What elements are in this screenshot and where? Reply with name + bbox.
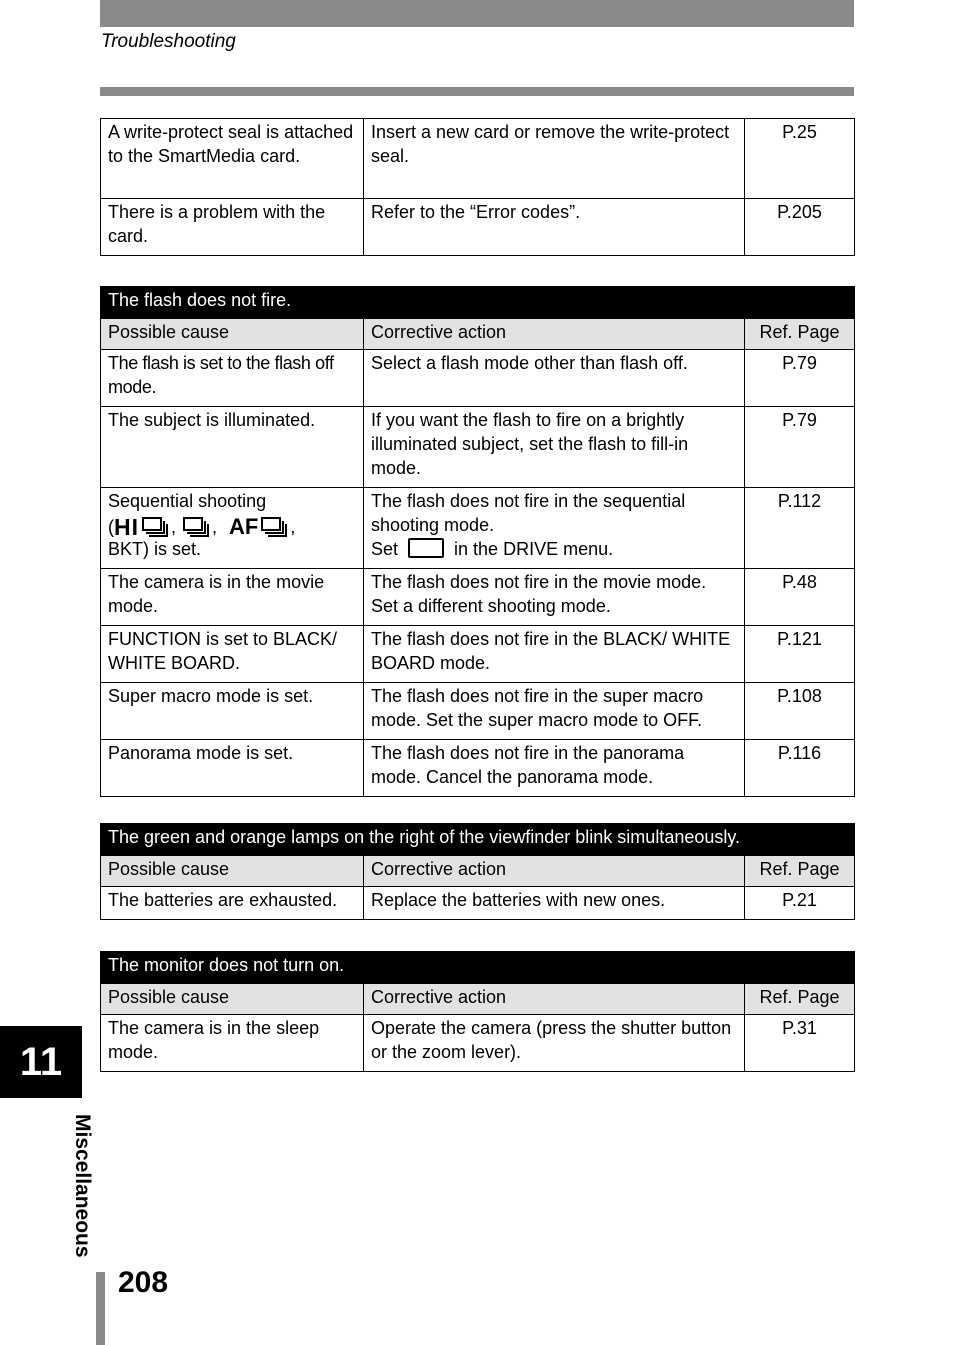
table-row xyxy=(101,119,855,199)
cause-cell: The subject is illuminated. xyxy=(101,407,364,488)
flash-troubleshooting-table xyxy=(100,286,855,797)
table-row xyxy=(101,740,855,797)
single-frame-drive-icon xyxy=(408,538,444,558)
ref-cell: P.108 xyxy=(745,683,855,740)
table-header-row xyxy=(101,319,855,350)
monitor-troubleshooting-table xyxy=(100,951,855,1072)
af-sequential-shooting-icon xyxy=(260,516,288,538)
comma: , xyxy=(212,517,218,537)
action-cell: If you want the flash to fire on a brightly illuminated subject, set the flash to fill-in mode. xyxy=(364,407,745,488)
header-cause: Possible cause xyxy=(101,856,364,887)
table-row xyxy=(101,488,855,569)
header-cause: Possible cause xyxy=(101,984,364,1015)
ref-cell: P.205 xyxy=(745,199,855,256)
table-row xyxy=(101,683,855,740)
table-title-row xyxy=(101,952,855,984)
cause-line: Sequential shooting xyxy=(108,491,267,511)
table-title: The monitor does not turn on. xyxy=(101,952,855,984)
action-cell: Insert a new card or remove the write-protect seal. xyxy=(364,119,745,199)
table-row xyxy=(101,569,855,626)
chapter-number-tab: 11 xyxy=(0,1026,82,1098)
ref-cell: P.121 xyxy=(745,626,855,683)
action-cell: Refer to the “Error codes”. xyxy=(364,199,745,256)
af-sequential-label: AF xyxy=(229,514,259,539)
chapter-side-label: Miscellaneous xyxy=(71,1114,94,1258)
table-header-row xyxy=(101,984,855,1015)
header-ref: Ref. Page xyxy=(745,984,855,1015)
header-action: Corrective action xyxy=(364,984,745,1015)
cause-cell: FUNCTION is set to BLACK/ WHITE BOARD. xyxy=(101,626,364,683)
ref-cell: P.112 xyxy=(745,488,855,569)
ref-cell: P.79 xyxy=(745,350,855,407)
ref-cell: P.48 xyxy=(745,569,855,626)
cause-cell: The camera is in the movie mode. xyxy=(101,569,364,626)
page-number-bar xyxy=(96,1272,105,1345)
action-line: The flash does not fire in the sequential shooting mode. xyxy=(371,491,686,535)
action-cell: Select a flash mode other than flash off. xyxy=(364,350,745,407)
action-cell: Replace the batteries with new ones. xyxy=(364,887,745,920)
header-cause: Possible cause xyxy=(101,319,364,350)
action-cell: The flash does not fire in the movie mode. Set a different shooting mode. xyxy=(364,569,745,626)
ref-cell: P.31 xyxy=(745,1015,855,1072)
action-cell: The flash does not fire in the panorama mode. Cancel the panorama mode. xyxy=(364,740,745,797)
table-row xyxy=(101,199,855,256)
table-row xyxy=(101,887,855,920)
ref-cell: P.116 xyxy=(745,740,855,797)
table-header-row xyxy=(101,856,855,887)
page-number: 208 xyxy=(118,1266,169,1299)
action-cell: The flash does not fire in the super macro mode. Set the super macro mode to OFF. xyxy=(364,683,745,740)
cause-cell: The camera is in the sleep mode. xyxy=(101,1015,364,1072)
sequential-shooting-icon xyxy=(182,516,210,538)
action-cell: Operate the camera (press the shutter button or the zoom lever). xyxy=(364,1015,745,1072)
table-title: The green and orange lamps on the right of the viewfinder blink simultaneously. xyxy=(101,824,855,856)
table-title-row xyxy=(101,287,855,319)
open-paren: ( xyxy=(108,517,114,537)
sequential-shooting-hi-label: HI xyxy=(114,514,139,540)
action-set-text: Set xyxy=(371,539,399,559)
table-row xyxy=(101,350,855,407)
table-row xyxy=(101,626,855,683)
cause-cell: A write-protect seal is attached to the SmartMedia card. xyxy=(101,119,364,199)
table-title: The flash does not fire. xyxy=(101,287,855,319)
header-rule xyxy=(100,87,854,96)
cause-cell: The batteries are exhausted. xyxy=(101,887,364,920)
cause-cell: There is a problem with the card. xyxy=(101,199,364,256)
page-header-title: Troubleshooting xyxy=(101,31,236,52)
cause-cell: Panorama mode is set. xyxy=(101,740,364,797)
header-action: Corrective action xyxy=(364,319,745,350)
table-row xyxy=(101,1015,855,1072)
ref-cell: P.79 xyxy=(745,407,855,488)
sequential-shooting-hi-icon xyxy=(141,516,169,538)
action-line xyxy=(371,537,737,561)
header-ref: Ref. Page xyxy=(745,856,855,887)
action-cell: The flash does not fire in the BLACK/ WHITE BOARD mode. xyxy=(364,626,745,683)
header-ref: Ref. Page xyxy=(745,319,855,350)
ref-cell: P.25 xyxy=(745,119,855,199)
comma: , xyxy=(290,517,296,537)
table-row xyxy=(101,407,855,488)
comma: , xyxy=(171,517,177,537)
troubleshooting-table-continued xyxy=(100,118,855,256)
header-action: Corrective action xyxy=(364,856,745,887)
action-cell xyxy=(364,488,745,569)
cause-cell: Super macro mode is set. xyxy=(101,683,364,740)
cause-cell: The flash is set to the flash off mode. xyxy=(101,350,364,407)
header-bar xyxy=(100,0,854,27)
lamps-troubleshooting-table xyxy=(100,823,855,920)
action-end-text: in the DRIVE menu. xyxy=(454,539,614,559)
cause-cell xyxy=(101,488,364,569)
cause-line: BKT) is set. xyxy=(108,539,202,559)
table-title-row xyxy=(101,824,855,856)
ref-cell: P.21 xyxy=(745,887,855,920)
